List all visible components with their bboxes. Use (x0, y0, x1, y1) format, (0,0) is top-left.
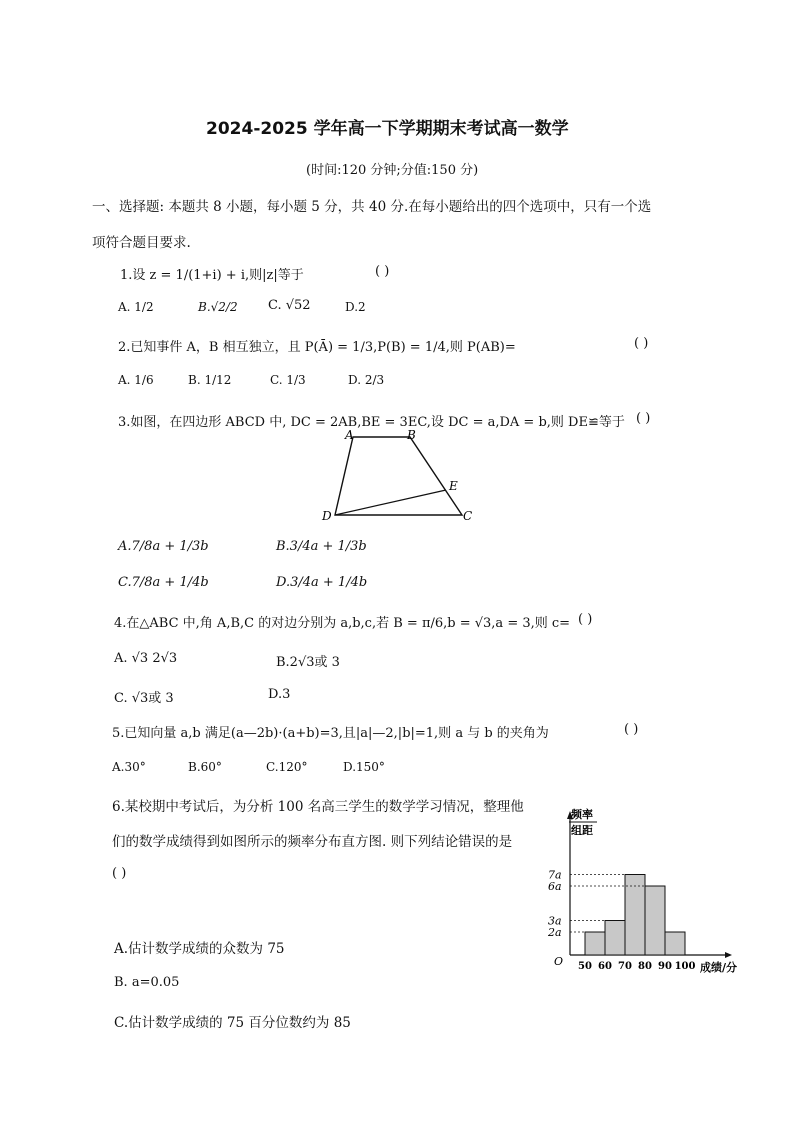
q2-option-a: A. 1/6 (118, 373, 154, 387)
q1-option-b: B.√2/2 (198, 300, 238, 314)
y-tick-label: 7a (548, 868, 562, 882)
point-label-e: E (449, 479, 458, 493)
q6-option-c: C.估计数学成绩的 75 百分位数约为 85 (114, 1015, 351, 1031)
point-label-c: C (463, 509, 473, 523)
q3-stem: 3.如图，在四边形 ABCD 中, DC = 2AB,BE = 3EC,设 DC = a,DA = b,则 DE≌等于 (118, 415, 625, 430)
page-subtitle: (时间:120 分钟;分值:150 分) (306, 163, 479, 178)
histogram-bar-60-70 (605, 921, 625, 956)
q2-paren: ( ) (634, 336, 649, 351)
q3-paren: ( ) (636, 411, 651, 426)
q4-option-c: C. √3或 3 (114, 691, 174, 706)
q1-stem: 1.设 z = 1/(1+i) + i,则|z|等于 (120, 268, 304, 283)
histogram-bar-90-100 (665, 932, 685, 955)
q2-option-b: B. 1/12 (188, 373, 232, 387)
y-tick-label: 2a (548, 926, 562, 939)
q5-option-d: D.150° (343, 760, 385, 774)
section-intro-line2: 项符合题目要求. (92, 235, 191, 251)
q5-option-a: A.30° (112, 760, 146, 774)
y-axis-label-top: 频率 (571, 808, 593, 821)
q5-option-b: B.60° (188, 760, 222, 774)
point-label-b: B (407, 428, 416, 442)
q3-option-c: C.7/8a + 1/4b (118, 575, 209, 590)
q2-option-d: D. 2/3 (348, 373, 385, 387)
q4-paren: ( ) (578, 612, 593, 627)
q6-option-a: A.估计数学成绩的众数为 75 (114, 941, 285, 957)
q4-stem: 4.在△ABC 中,角 A,B,C 的对边分别为 a,b,c,若 B = π/6,b = √3,a = 3,则 c= (114, 616, 571, 631)
frequency-histogram (540, 805, 760, 980)
q1-option-c: C. √52 (268, 298, 311, 313)
q1-option-d: D.2 (345, 300, 366, 314)
q4-option-b: B.2√3或 3 (276, 655, 340, 670)
y-tick-label: 6a (548, 880, 562, 893)
point-label-a: A (345, 428, 354, 442)
point-label-d: D (322, 509, 332, 523)
page-title: 2024-2025 学年高一下学期期末考试高一数学 (206, 119, 569, 139)
x-axis-arrow (725, 952, 732, 958)
x-tick-label: 50 (578, 961, 592, 972)
q1-paren: ( ) (375, 264, 390, 279)
y-axis-label-bottom: 组距 (571, 824, 593, 837)
segment-de (335, 490, 446, 515)
q6-paren: ( ) (112, 866, 127, 881)
q3-option-b: B.3/4a + 1/3b (276, 539, 367, 554)
trapezoid-figure (310, 425, 490, 525)
histogram-bar-50-60 (585, 932, 605, 955)
x-tick-label: 100 (674, 961, 696, 972)
q2-stem: 2.已知事件 A，B 相互独立，且 P(Ā) = 1/3,P(B) = 1/4,则 P(AB)= (118, 340, 516, 355)
origin-label: O (554, 955, 564, 968)
histogram-bar-70-80 (625, 875, 645, 956)
q3-option-a: A.7/8a + 1/3b (118, 539, 209, 554)
q4-option-a: A. √3 2√3 (114, 651, 178, 666)
trapezoid-abcd (335, 437, 462, 515)
x-tick-label: 80 (638, 961, 652, 972)
q5-stem: 5.已知向量 a,b 满足(a—2b)·(a+b)=3,且|a|—2,|b|=1,则 a 与 b 的夹角为 (112, 726, 549, 741)
q6-line1: 6.某校期中考试后，为分析 100 名高三学生的数学学习情况，整理他 (112, 799, 524, 815)
q1-option-a: A. 1/2 (118, 300, 154, 314)
x-tick-label: 60 (598, 961, 612, 972)
q4-option-d: D.3 (268, 687, 291, 702)
q6-line2: 们的数学成绩得到如图所示的频率分布直方图. 则下列结论错误的是 (112, 834, 513, 850)
y-tick-label: 3a (548, 914, 562, 928)
histogram-bar-80-90 (645, 886, 665, 955)
q5-option-c: C.120° (266, 760, 308, 774)
q6-option-b: B. a=0.05 (114, 975, 180, 990)
section-intro-line1: 一、选择题: 本题共 8 小题，每小题 5 分，共 40 分.在每小题给出的四个选项中，只有一个选 (92, 199, 652, 215)
y-axis-label (569, 807, 597, 837)
q3-option-d: D.3/4a + 1/4b (276, 575, 368, 590)
x-axis-label: 成绩/分 (700, 961, 738, 974)
q2-option-c: C. 1/3 (270, 373, 306, 387)
x-tick-label: 70 (618, 961, 632, 972)
x-tick-label: 90 (658, 961, 672, 972)
q5-paren: ( ) (624, 722, 639, 737)
